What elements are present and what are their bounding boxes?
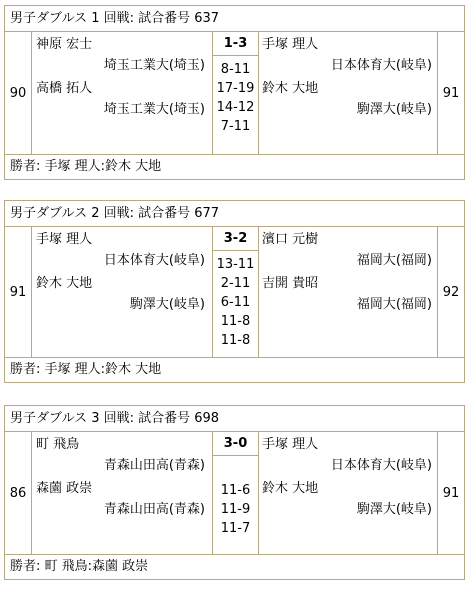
game-score: 6-11	[220, 295, 251, 310]
player-entry	[258, 271, 438, 315]
left-pair	[32, 432, 211, 554]
match-header: 男子ダブルス 3 回戦: 試合番号 698	[5, 406, 464, 432]
player-name: 森薗 政崇	[36, 481, 93, 496]
player-team: 福岡大(福岡)	[356, 297, 432, 312]
right-seed-number: 91	[437, 432, 464, 554]
match-result: 1-3	[213, 32, 258, 56]
left-pair	[32, 227, 211, 357]
left-seed-number: 86	[5, 432, 32, 554]
game-score: 8-11	[220, 62, 251, 77]
match-result: 3-2	[213, 227, 258, 251]
match-header: 男子ダブルス 1 回戦: 試合番号 637	[5, 6, 464, 32]
player-name: 濱口 元樹	[262, 232, 319, 247]
match-header: 男子ダブルス 2 回戦: 試合番号 677	[5, 201, 464, 227]
game-score: 11-8	[220, 314, 251, 329]
player-team: 駒澤大(岐阜)	[356, 102, 432, 117]
match-card	[4, 200, 465, 383]
player-team: 埼玉工業大(埼玉)	[103, 102, 205, 117]
player-entry	[32, 476, 211, 520]
left-pair	[32, 32, 211, 154]
score-column	[212, 32, 259, 154]
score-column	[212, 227, 259, 357]
game-score: 11-7	[220, 521, 251, 536]
player-entry	[32, 432, 211, 476]
player-team: 駒澤大(岐阜)	[129, 297, 205, 312]
player-name: 手塚 理人	[262, 437, 319, 452]
match-result: 3-0	[213, 432, 258, 456]
winner-line: 勝者: 手塚 理人:鈴木 大地	[10, 159, 162, 174]
player-name: 手塚 理人	[36, 232, 93, 247]
player-name: 手塚 理人	[262, 37, 319, 52]
player-entry	[258, 227, 438, 271]
match-body	[5, 227, 464, 358]
right-seed-number: 92	[437, 227, 464, 357]
score-column	[212, 432, 259, 554]
player-team: 青森山田高(青森)	[103, 458, 205, 473]
match-body	[5, 432, 464, 555]
player-team: 駒澤大(岐阜)	[356, 502, 432, 517]
player-name: 鈴木 大地	[262, 81, 319, 96]
winner-line: 勝者: 手塚 理人:鈴木 大地	[10, 362, 162, 377]
player-entry	[258, 432, 438, 476]
game-score: 11-9	[220, 502, 251, 517]
left-seed-number: 90	[5, 32, 32, 154]
left-seed-number: 91	[5, 227, 32, 357]
game-score: 11-8	[220, 333, 251, 348]
player-name: 鈴木 大地	[36, 276, 93, 291]
player-team: 日本体育大(岐阜)	[330, 458, 432, 473]
player-name: 高橋 拓人	[36, 81, 93, 96]
player-name: 鈴木 大地	[262, 481, 319, 496]
match-card	[4, 5, 465, 180]
match-card	[4, 405, 465, 580]
player-entry	[258, 76, 438, 120]
game-score: 7-11	[220, 119, 251, 134]
game-score: 13-11	[216, 257, 255, 272]
match-body	[5, 32, 464, 155]
player-team: 福岡大(福岡)	[356, 253, 432, 268]
player-team: 埼玉工業大(埼玉)	[103, 58, 205, 73]
winner-line: 勝者: 町 飛鳥:森薗 政崇	[10, 559, 149, 574]
game-scores	[213, 56, 258, 136]
player-team: 日本体育大(岐阜)	[330, 58, 432, 73]
game-score: 14-12	[216, 100, 255, 115]
player-name: 吉開 貴昭	[262, 276, 319, 291]
game-score: 11-6	[220, 483, 251, 498]
player-entry	[258, 476, 438, 520]
player-entry	[258, 32, 438, 76]
player-name: 神原 宏士	[36, 37, 93, 52]
player-entry	[32, 76, 211, 120]
right-pair	[258, 432, 438, 554]
player-name: 町 飛鳥	[36, 437, 80, 452]
game-score: 2-11	[220, 276, 251, 291]
player-entry	[32, 227, 211, 271]
player-entry	[32, 271, 211, 315]
player-entry	[32, 32, 211, 76]
right-pair	[258, 32, 438, 154]
game-score: 17-19	[216, 81, 255, 96]
player-team: 日本体育大(岐阜)	[103, 253, 205, 268]
game-scores	[213, 251, 258, 350]
right-pair	[258, 227, 438, 357]
right-seed-number: 91	[437, 32, 464, 154]
game-scores	[213, 456, 258, 538]
player-team: 青森山田高(青森)	[103, 502, 205, 517]
